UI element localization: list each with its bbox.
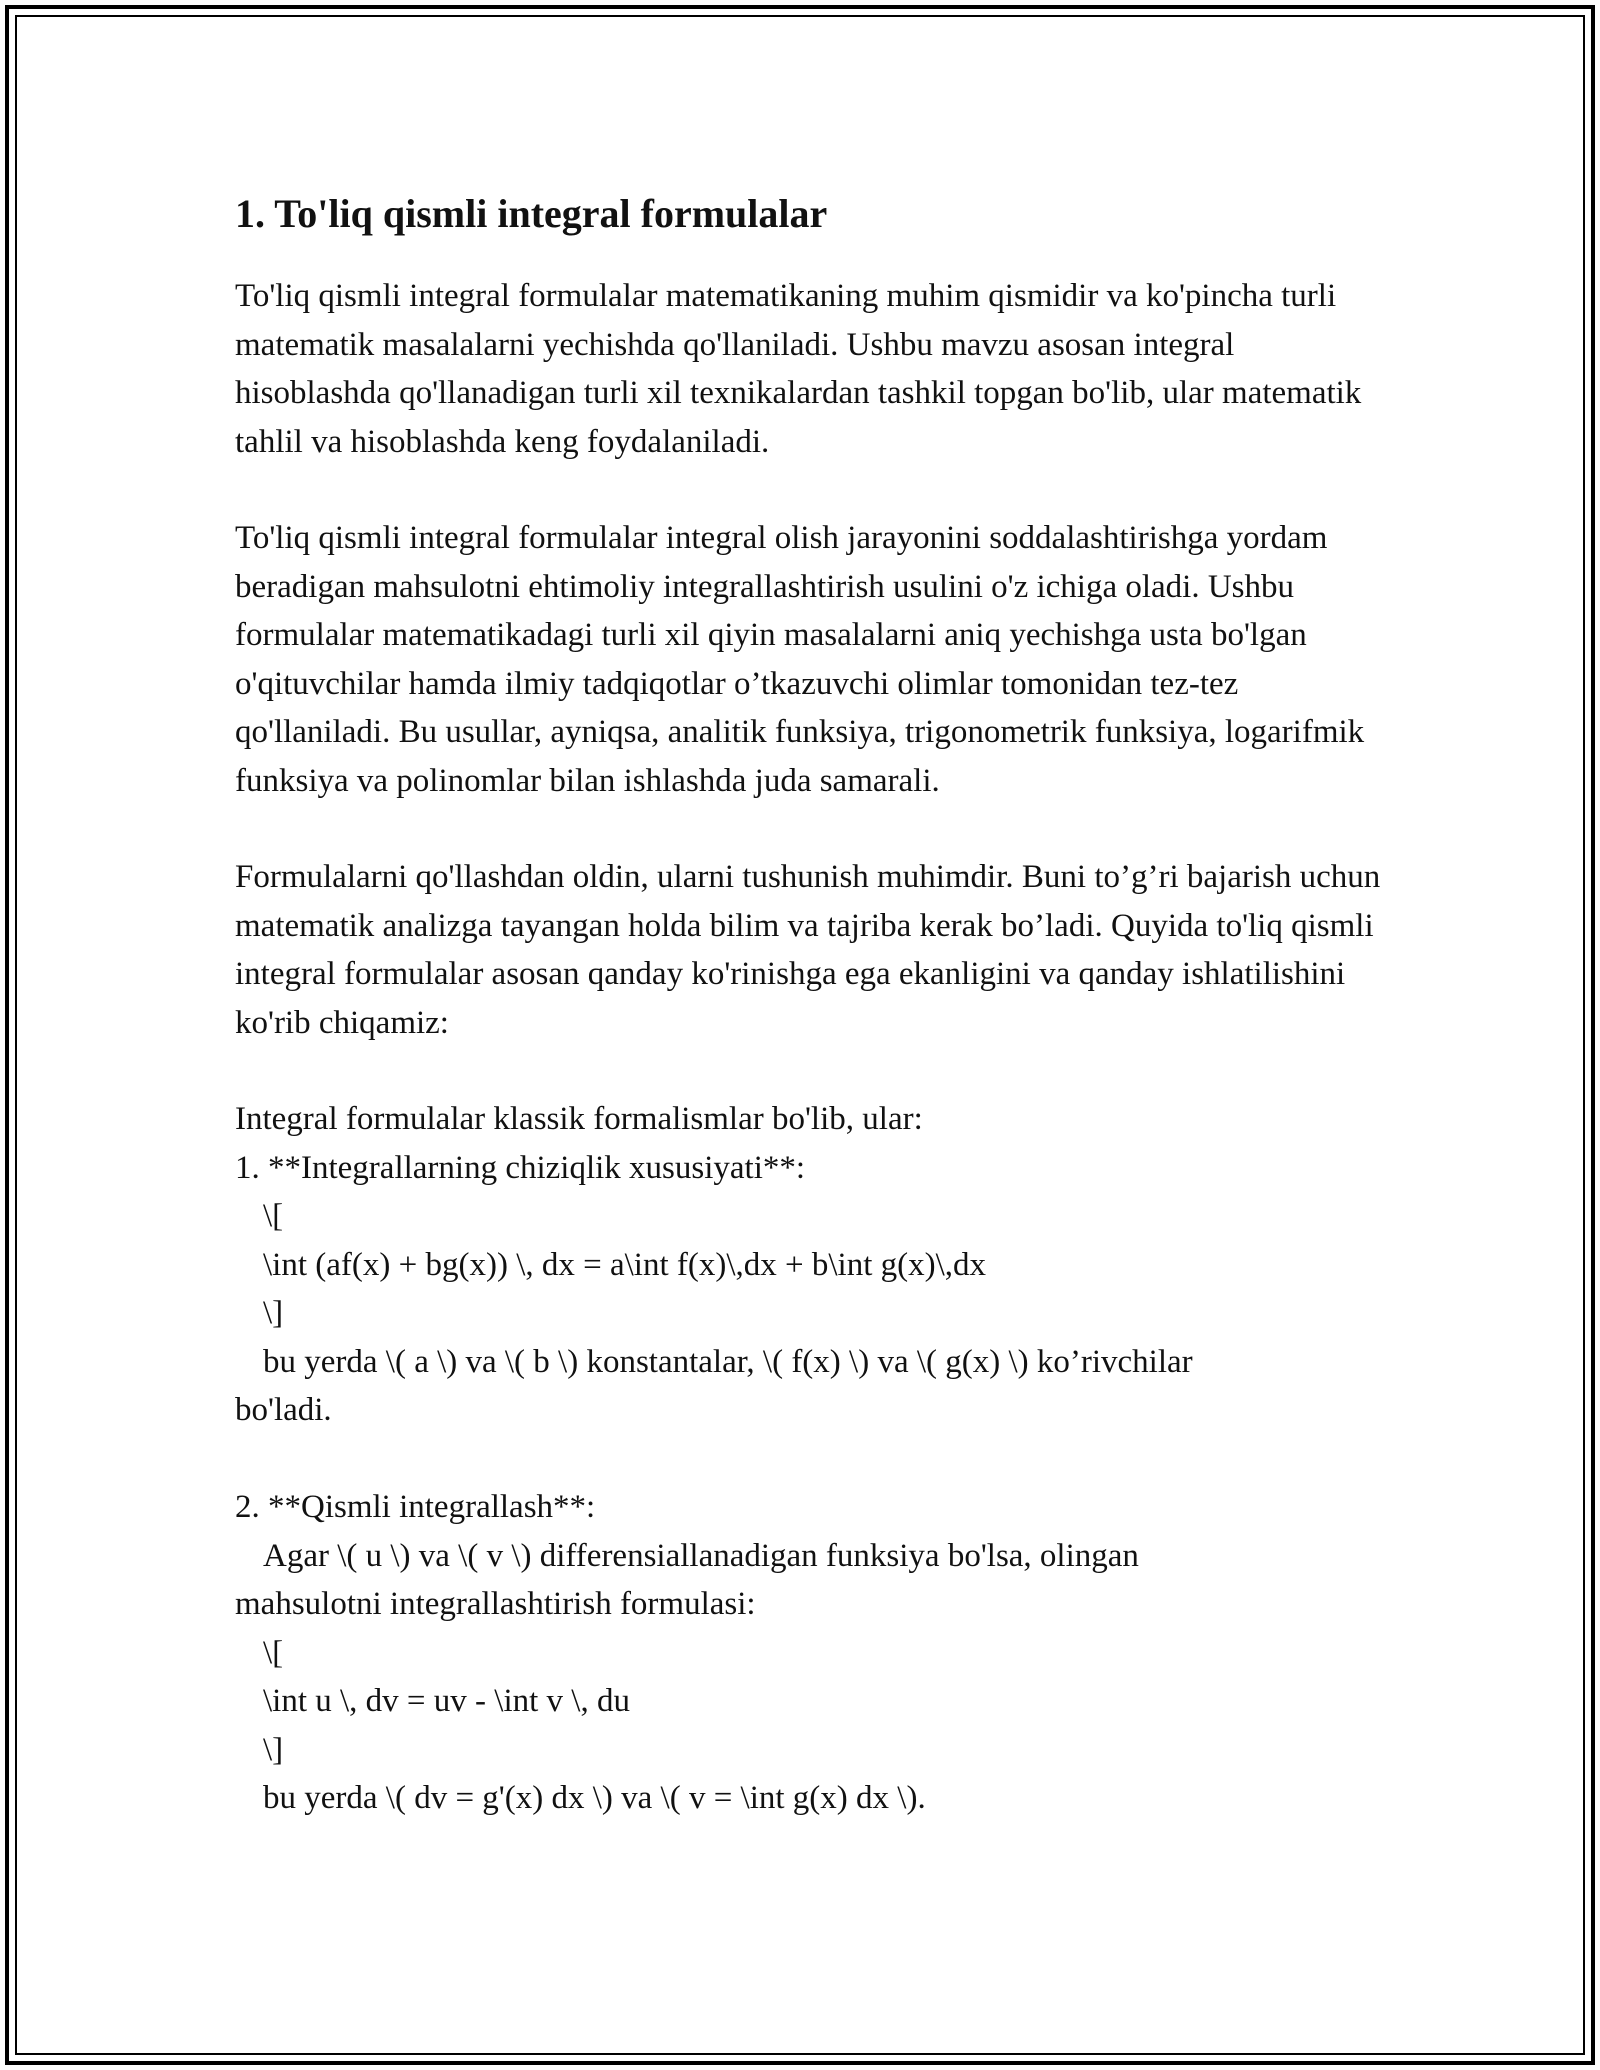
list-item-linearity: [235, 1144, 1385, 1435]
list-item-title: 2. **Qismli integrallash**:: [235, 1489, 596, 1525]
formula-note-continued: bo'ladi.: [235, 1392, 332, 1428]
list-item-description-continued: mahsulotni integrallashtirish formulasi:: [235, 1586, 756, 1622]
formula-note: bu yerda \( dv = g'(x) dx \) va \( v = \int g(x) dx \).: [263, 1780, 926, 1816]
formula-open-delimiter: \[: [263, 1198, 284, 1234]
list-spacer: [235, 1435, 1385, 1484]
formula-close-delimiter: \]: [263, 1295, 284, 1331]
formula-note: bu yerda \( a \) va \( b \) konstantalar, \( f(x) \) va \( g(x) \) ko’rivchilar: [263, 1343, 1193, 1380]
formula-close-delimiter: \]: [263, 1731, 284, 1768]
paragraph-3: Formulalarni qo'llashdan oldin, ularni tushunish muhimdir. Buni to’g’ri bajarish uchun matematik analizga tayangan holda bilim va tajriba kerak bo’ladi. Quyida to'liq qismli integral formulalar asosan qanday ko'rinishga ega ekanligini va qanday ishlatilishini ko'rib chiqamiz:: [235, 859, 1381, 1041]
section-heading: 1. To'liq qismli integral formulalar: [235, 191, 828, 236]
formula-list: [235, 1095, 1385, 1823]
paragraph-2: To'liq qismli integral formulalar integral olish jarayonini soddalashtirishga yordam beradigan mahsulotni ehtimoliy integrallashtirish usulini o'z ichiga oladi. Ushbu formulalar matematikadagi turli xil qiyin masalalarni aniq yechishga usta bo'lgan o'qituvchilar hamda ilmiy tadqiqotlar o’tkazuvchi olimlar tomonidan tez-tez qo'llaniladi. Bu usullar, ayniqsa, analitik funksiya, trigonometrik funksiya, logarifmik funksiya va polinomlar bilan ishlashda juda samarali.: [235, 520, 1365, 799]
paragraph-1: To'liq qismli integral formulalar matematikaning muhim qismidir va ko'pincha turli matematik masalalarni yechishda qo'llaniladi. Ushbu mavzu asosan integral hisoblashda qo'llanadigan turli xil texnikalardan tashkil topgan bo'lib, ular matematik tahlil va hisoblashda keng foydalaniladi.: [235, 278, 1362, 460]
list-item-description: Agar \( u \) va \( v \) differensiallanadigan funksiya bo'lsa, olingan: [263, 1537, 1139, 1574]
list-item-integration-by-parts: [235, 1483, 1385, 1823]
document-body: [235, 184, 1385, 1823]
list-item-title: 1. **Integrallarning chiziqlik xususiyati**:: [235, 1149, 806, 1186]
formula-integration-by-parts: \int u \, dv = uv - \int v \, du: [263, 1683, 630, 1719]
formula-open-delimiter: \[: [263, 1634, 284, 1671]
formula-linearity: \int (af(x) + bg(x)) \, dx = a\int f(x)\,dx + b\int g(x)\,dx: [263, 1246, 987, 1283]
list-intro: Integral formulalar klassik formalismlar bo'lib, ular:: [235, 1101, 923, 1137]
